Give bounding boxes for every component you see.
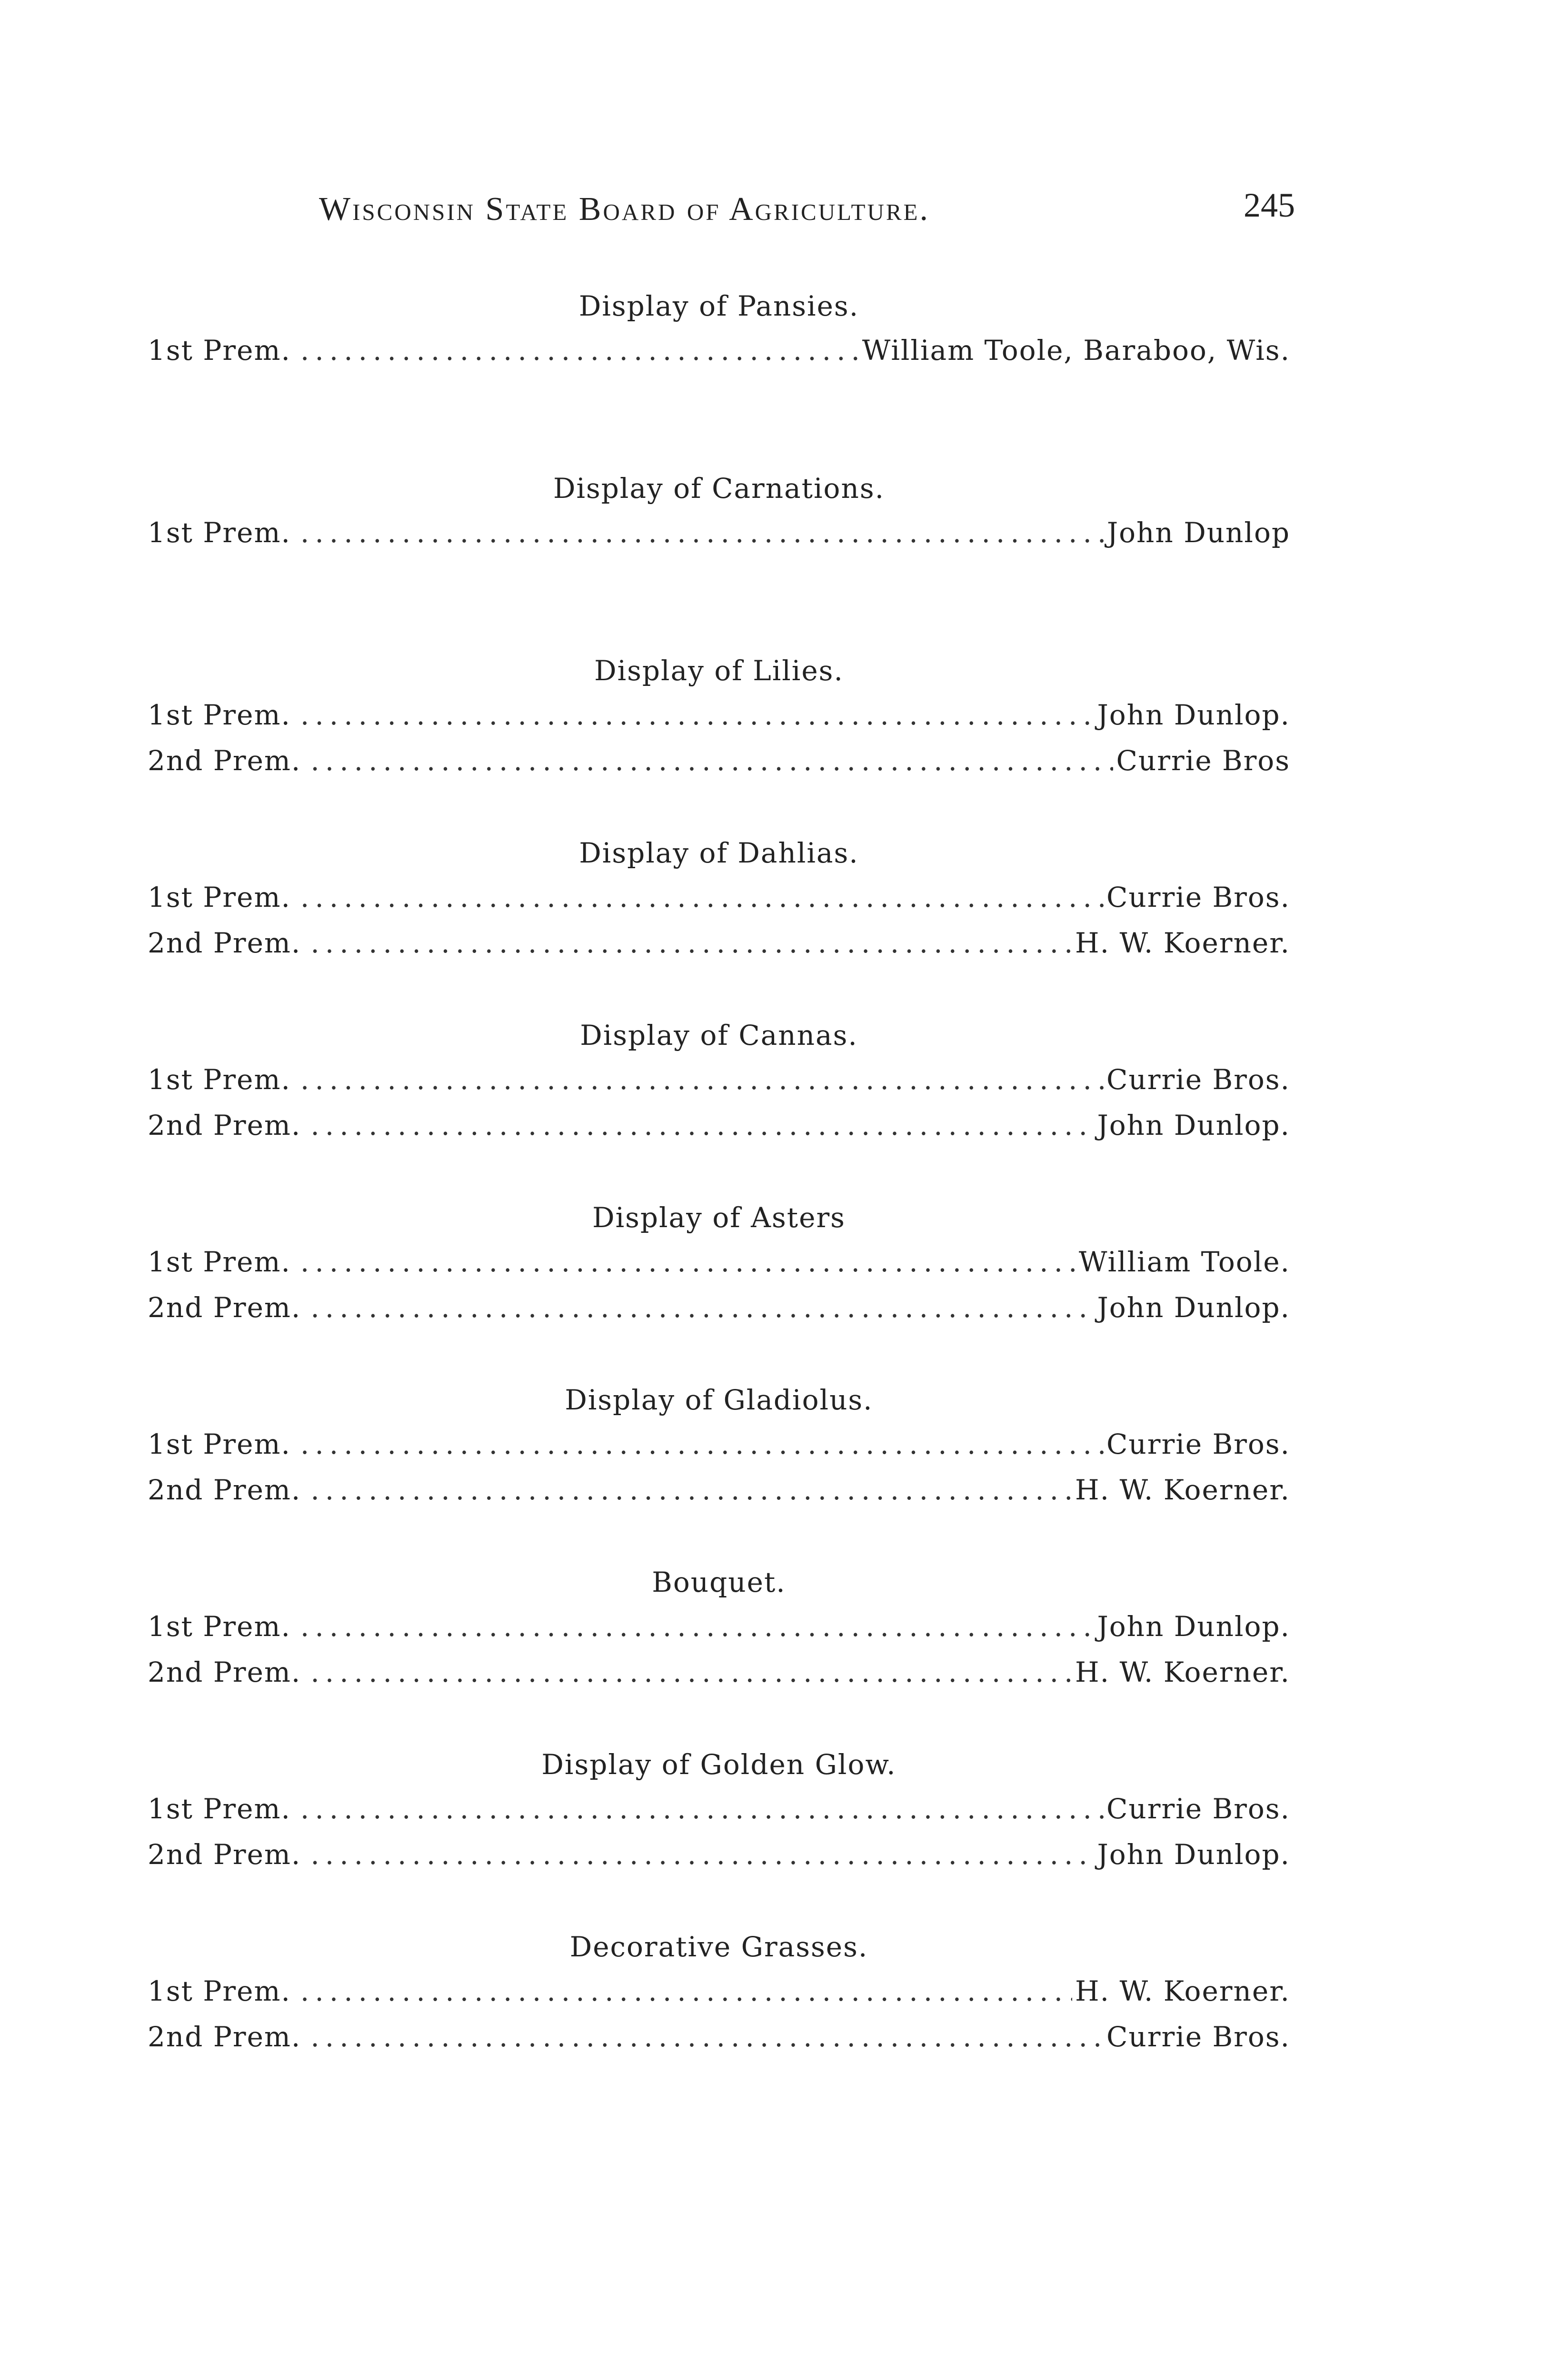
section-title: Display of Lilies. (594, 654, 844, 687)
prize-label: 1st Prem. (148, 1063, 291, 1096)
premium-entry (148, 1421, 1290, 1467)
dot-leader (310, 1832, 1094, 1877)
prize-label: 1st Prem. (148, 699, 291, 731)
dot-leader (300, 1421, 1104, 1467)
dot-leader (300, 327, 859, 373)
section-title: Display of Gladiolus. (565, 1384, 873, 1416)
dot-leader (300, 1604, 1095, 1649)
winner-name: H. W. Koerner. (1075, 1474, 1290, 1506)
winner-name: Currie Bros. (1106, 1793, 1290, 1825)
prize-label: 1st Prem. (148, 516, 291, 549)
winner-name: John Dunlop (1106, 516, 1290, 549)
page-header (152, 186, 1295, 248)
section-title: Display of Carnations. (553, 472, 885, 505)
prize-label: 1st Prem. (148, 1246, 291, 1278)
prize-label: 1st Prem. (148, 881, 291, 913)
dot-leader (310, 920, 1072, 966)
premium-section (148, 1561, 1290, 1743)
winner-name: William Toole, Baraboo, Wis. (862, 334, 1290, 367)
premium-section (148, 649, 1290, 832)
prize-label: 2nd Prem. (148, 1656, 301, 1688)
premium-section (148, 1925, 1290, 2108)
premium-entry (148, 692, 1290, 738)
premium-entry (148, 874, 1290, 920)
premium-entry (148, 1649, 1290, 1695)
prize-label: 2nd Prem. (148, 1291, 301, 1324)
winner-name: John Dunlop. (1097, 1610, 1290, 1643)
running-title: Wisconsin State Board of Agriculture. (319, 191, 930, 228)
premium-entry (148, 920, 1290, 966)
dot-leader (310, 1467, 1072, 1513)
premium-entry (148, 1239, 1290, 1285)
premium-entry (148, 1057, 1290, 1102)
premium-entry (148, 1285, 1290, 1330)
winner-name: Currie Bros. (1106, 881, 1290, 913)
premium-entry (148, 1604, 1290, 1649)
dot-leader (310, 1285, 1094, 1330)
prize-label: 1st Prem. (148, 1793, 291, 1825)
prize-label: 1st Prem. (148, 1428, 291, 1460)
premium-entry (148, 1786, 1290, 1832)
section-title: Display of Dahlias. (579, 837, 859, 869)
dot-leader (310, 2014, 1104, 2060)
winner-name: Currie Bros. (1106, 1428, 1290, 1460)
premium-section (148, 1743, 1290, 1925)
premium-entry (148, 1968, 1290, 2014)
winner-name: John Dunlop. (1097, 699, 1290, 731)
winner-name: H. W. Koerner. (1075, 1656, 1290, 1688)
prize-label: 1st Prem. (148, 334, 291, 367)
prize-label: 2nd Prem. (148, 1474, 301, 1506)
section-title: Decorative Grasses. (569, 1931, 868, 1963)
section-title: Bouquet. (652, 1566, 786, 1598)
premium-section (148, 1378, 1290, 1561)
dot-leader (300, 1239, 1076, 1285)
winner-name: Currie Bros (1116, 744, 1290, 777)
dot-leader (300, 510, 1104, 555)
dot-leader (310, 738, 1113, 783)
dot-leader (300, 1786, 1104, 1832)
premium-section (148, 285, 1290, 467)
prize-label: 2nd Prem. (148, 2021, 301, 2053)
dot-leader (310, 1649, 1072, 1695)
winner-name: Currie Bros. (1106, 2021, 1290, 2053)
winner-name: H. W. Koerner. (1075, 927, 1290, 959)
winner-name: Currie Bros. (1106, 1063, 1290, 1096)
page-number: 245 (1244, 186, 1295, 224)
prize-label: 2nd Prem. (148, 927, 301, 959)
prize-label: 2nd Prem. (148, 1109, 301, 1141)
winner-name: John Dunlop. (1097, 1109, 1290, 1141)
section-title: Display of Asters (592, 1201, 846, 1234)
prize-label: 2nd Prem. (148, 744, 301, 777)
winner-name: John Dunlop. (1097, 1291, 1290, 1324)
premium-list (148, 285, 1290, 2108)
premium-entry (148, 738, 1290, 783)
section-title: Display of Pansies. (578, 290, 859, 322)
premium-section (148, 1196, 1290, 1378)
premium-entry (148, 327, 1290, 373)
premium-entry (148, 2014, 1290, 2060)
premium-section (148, 1014, 1290, 1196)
dot-leader (300, 874, 1104, 920)
dot-leader (300, 1057, 1104, 1102)
dot-leader (300, 1968, 1072, 2014)
section-title: Display of Golden Glow. (541, 1748, 897, 1781)
dot-leader (310, 1102, 1094, 1148)
winner-name: John Dunlop. (1097, 1838, 1290, 1871)
section-title: Display of Cannas. (580, 1019, 858, 1051)
prize-label: 2nd Prem. (148, 1838, 301, 1871)
winner-name: William Toole. (1078, 1246, 1290, 1278)
dot-leader (300, 692, 1095, 738)
premium-entry (148, 1467, 1290, 1513)
winner-name: H. W. Koerner. (1075, 1975, 1290, 2007)
prize-label: 1st Prem. (148, 1975, 291, 2007)
premium-entry (148, 1102, 1290, 1148)
premium-section (148, 832, 1290, 1014)
premium-section (148, 467, 1290, 649)
premium-entry (148, 510, 1290, 555)
prize-label: 1st Prem. (148, 1610, 291, 1643)
premium-entry (148, 1832, 1290, 1877)
